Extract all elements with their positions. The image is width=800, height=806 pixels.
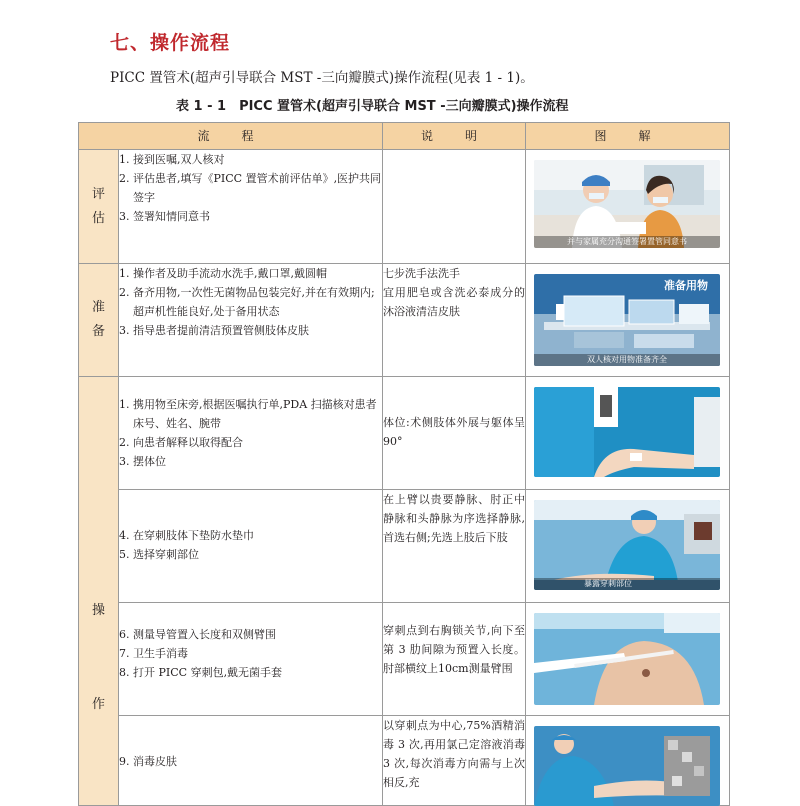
step-item: 2. 评估患者,填写《PICC 置管术前评估单》,医护共同签字 — [119, 172, 382, 204]
image-cell — [526, 716, 730, 806]
step-item: 3. 指导患者提前清洁预置管侧肢体皮肤 — [119, 324, 309, 337]
header-image: 图 解 — [526, 123, 730, 150]
photo-label: 准备用物 — [664, 279, 709, 292]
image-cell — [526, 377, 730, 490]
photo-supplies — [534, 274, 720, 366]
step-item: 2. 备齐用物,一次性无菌物品包装完好,并在有效期内;超声机性能良好,处于备用状态 — [119, 286, 375, 318]
step-item: 7. 卫生手消毒 — [119, 647, 188, 660]
table-caption: 表 1 - 1 PICC 置管术(超声引导联合 MST -三向瓣膜式)操作流程 — [176, 99, 569, 114]
image-cell — [526, 490, 730, 603]
step-item: 4. 在穿刺肢体下垫防水垫巾 — [119, 529, 254, 542]
step-item: 2. 向患者解释以取得配合 — [119, 436, 243, 449]
photo-site — [534, 500, 720, 590]
image-cell — [526, 603, 730, 716]
photo-measure — [534, 613, 720, 705]
procedure-table — [78, 122, 730, 806]
step-item: 8. 打开 PICC 穿刺包,戴无菌手套 — [119, 666, 283, 679]
desc-cell: 以穿刺点为中心,75%酒精消毒 3 次,再用氯己定溶液消毒 3 次,每次消毒方向需与上次相反,充 — [383, 716, 526, 806]
section-title: 七、操作流程 — [110, 32, 231, 54]
steps-cell — [119, 603, 383, 716]
phase-operate: 操 作 — [79, 377, 119, 806]
table-row — [79, 603, 730, 716]
step-item: 1. 操作者及助手流动水洗手,戴口罩,戴圆帽 — [119, 267, 327, 280]
photo-disinfect — [534, 726, 720, 806]
desc-cell: 七步洗手法洗手 宜用肥皂或含洗必泰成分的沐浴液清洁皮肤 — [383, 264, 526, 377]
steps-cell — [119, 716, 383, 806]
step-item: 3. 签署知情同意书 — [119, 210, 210, 223]
table-row — [79, 264, 730, 377]
step-item: 3. 摆体位 — [119, 455, 166, 468]
steps-cell — [119, 377, 383, 490]
step-item: 1. 接到医嘱,双人核对 — [119, 153, 225, 166]
intro-paragraph: PICC 置管术(超声引导联合 MST -三向瓣膜式)操作流程(见表 1 - 1)。 — [110, 70, 534, 86]
table-row — [79, 150, 730, 264]
desc-cell — [383, 150, 526, 264]
step-item: 6. 测量导管置入长度和双侧臂围 — [119, 628, 276, 641]
header-flow: 流 程 — [79, 123, 383, 150]
step-item: 5. 选择穿刺部位 — [119, 548, 199, 561]
photo-position — [534, 387, 720, 477]
photo-caption: 并与家属充分沟通签署置管同意书 — [534, 236, 720, 248]
steps-cell — [119, 150, 383, 264]
table-row — [79, 716, 730, 806]
step-item: 1. 携用物至床旁,根据医嘱执行单,PDA 扫描核对患者床号、姓名、腕带 — [119, 398, 377, 430]
steps-cell — [119, 490, 383, 603]
table-row — [79, 377, 730, 490]
header-desc: 说 明 — [383, 123, 526, 150]
image-cell — [526, 150, 730, 264]
desc-cell: 在上臂以贵要静脉、肘正中静脉和头静脉为序选择静脉,首选右侧;先选上肢后下肢 — [383, 490, 526, 603]
phase-prepare: 准 备 — [79, 264, 119, 377]
desc-cell: 体位:术侧肢体外展与躯体呈 90° — [383, 377, 526, 490]
image-cell — [526, 264, 730, 377]
photo-consent — [534, 160, 720, 248]
step-item: 9. 消毒皮肤 — [119, 755, 177, 768]
phase-assess: 评 估 — [79, 150, 119, 264]
table-row — [79, 490, 730, 603]
photo-caption: 暴露穿刺部位 — [534, 578, 720, 590]
steps-cell — [119, 264, 383, 377]
desc-cell: 穿刺点到右胸锁关节,向下至第 3 肋间隙为预置入长度。肘部横纹上10cm测量臂围 — [383, 603, 526, 716]
table-header-row — [79, 123, 730, 150]
photo-caption: 双人核对用物准备齐全 — [534, 354, 720, 366]
